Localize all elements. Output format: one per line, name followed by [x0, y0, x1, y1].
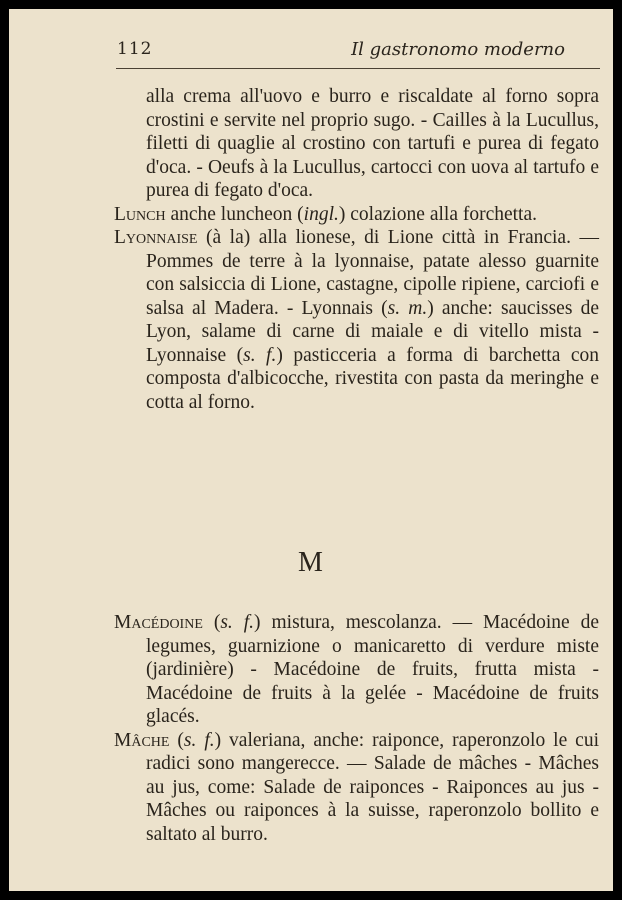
entry-text: anche luncheon ( [165, 203, 304, 225]
entry-mache [114, 729, 599, 847]
entry-text: ) valeriana, anche: raiponce, raperonzolo le cui radici sono mangerecce. — Salade de mâches - Mâches au jus, come: Salade de raiponces - Raiponces au jus - Mâches ou raiponces à la suisse, raperonzolo bollito e saltato al burro. [146, 729, 599, 845]
header-rule [116, 68, 600, 69]
book-page [9, 9, 613, 891]
grammar-label: ingl. [303, 203, 339, 225]
grammar-label: s. f. [183, 729, 215, 751]
headword: Lyonnaise [114, 227, 198, 248]
grammar-label: s. f. [243, 344, 277, 366]
headword: Lunch [114, 203, 166, 225]
entry-text: (à la) alla lionese, di Lione città in Francia. — Pommes de terre à la lyonnaise, patate alesso guarnite con salsiccia di Lione, castagne, cipolle ripiene, carciofi e salsa al Madera. - Lyonnais ( [146, 227, 599, 319]
continuation-paragraph: alla crema all'uovo e burro e riscaldate al forno sopra crostini e servite nel proprio sugo. - Cailles à la Lucullus, filetti di quaglie al crostino con tartufi e purea di fegato d'oca. - Oeufs à la Lucullus, cartocci con uova al tartufo e purea di fegato d'oca. [146, 86, 599, 201]
grammar-label: s. m. [387, 297, 428, 319]
running-title: Il gastronomo moderno [351, 39, 565, 60]
headword: Macédoine [114, 612, 203, 633]
section-letter: M [298, 547, 324, 578]
page-header [117, 39, 605, 67]
entry-text: ) mistura, mescolanza. — Macédoine de legumes, guarnizione o manicaretto di verdure miste (jardinière) - Macédoine de fruits, frutta mista - Macédoine de fruits à la gelée - Macédoine de fruits glacés. [146, 612, 599, 727]
entry-macedoine [114, 611, 599, 729]
entry-lyonnaise [114, 226, 599, 414]
entry-text: ) colazione alla forchetta. [338, 203, 538, 225]
entry-lunch [114, 203, 599, 227]
entry-text: ) pasticceria a forma di barchetta con composta d'albicocche, rivestita con pasta da meringhe e cotta al forno. [146, 344, 600, 413]
entries-l [114, 85, 599, 414]
entry-text: ) anche: saucisses de Lyon, salame di carne di maiale e di vitello mista - Lyonnaise ( [146, 297, 599, 366]
entries-m [114, 611, 599, 846]
entry-text: ( [169, 729, 184, 751]
headword: Mâche [114, 729, 170, 751]
grammar-label: s. f. [220, 612, 255, 633]
entry-text: ( [202, 612, 221, 633]
page-number: 112 [117, 39, 153, 59]
